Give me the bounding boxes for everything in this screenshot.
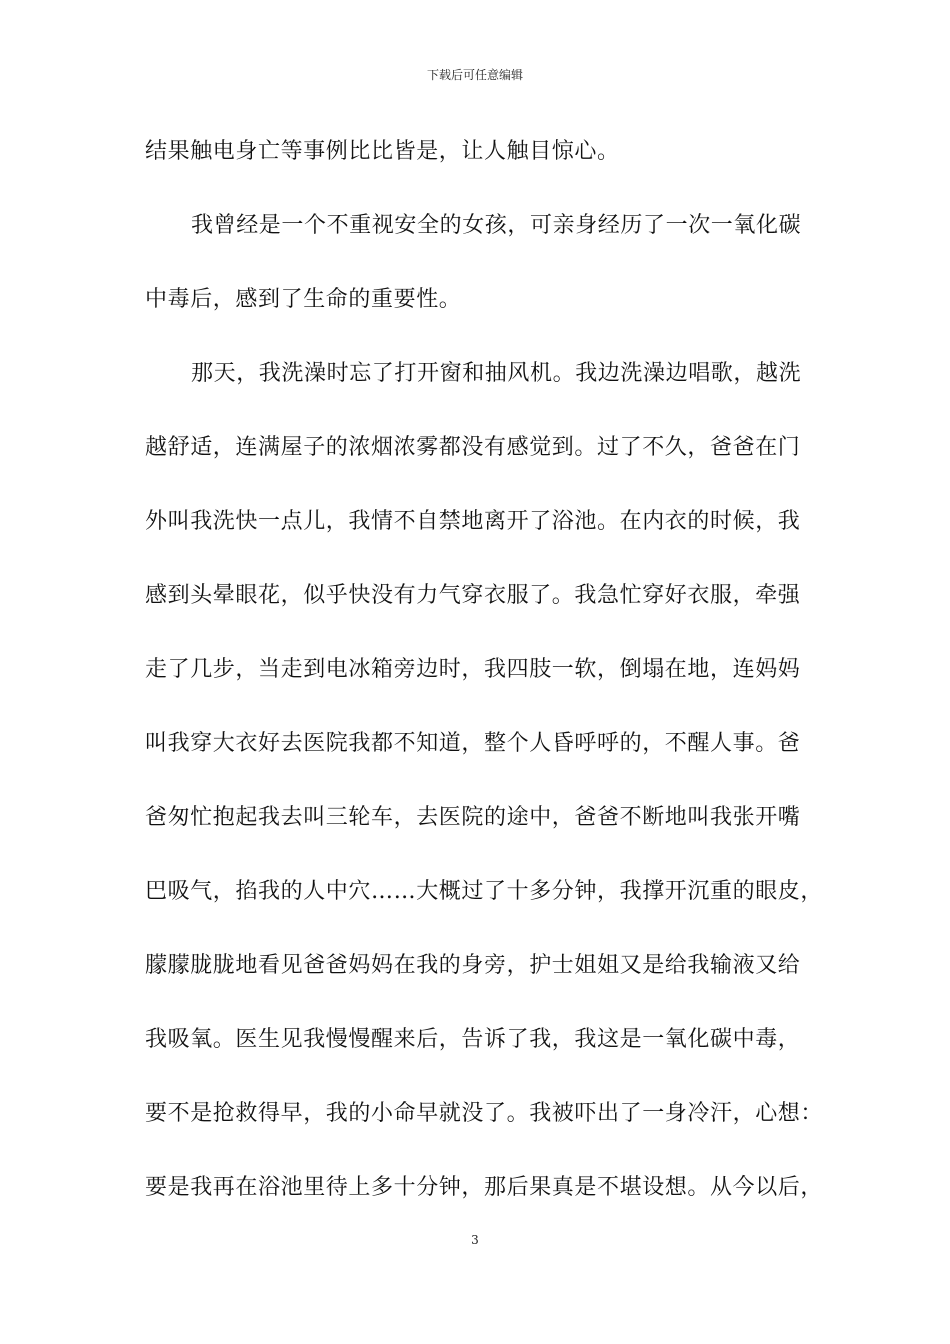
text-line: 要是我再在浴池里待上多十分钟，那后果真是不堪设想。从今以后， [145,1175,824,1200]
text-line: 走了几步，当走到电冰箱旁边时，我四肢一软，倒塌在地，连妈妈 [145,657,801,682]
text-line: 爸匆忙抱起我去叫三轮车，去医院的途中，爸爸不断地叫我张开嘴 [145,805,801,830]
text-line: 叫我穿大衣好去医院我都不知道，整个人昏呼呼的，不醒人事。爸 [145,731,801,756]
text-line: 朦朦胧胧地看见爸爸妈妈在我的身旁，护士姐姐又是给我输液又给 [145,953,801,978]
text-line: 外叫我洗快一点儿，我情不自禁地离开了浴池。在内衣的时候，我 [145,509,801,534]
text-line: 我吸氧。医生见我慢慢醒来后，告诉了我，我这是一氧化碳中毒， [145,1027,801,1052]
page-number: 3 [471,1233,479,1247]
text-line: 我曾经是一个不重视安全的女孩，可亲身经历了一次一氧化碳 [191,213,802,238]
text-line: 感到头晕眼花，似乎快没有力气穿衣服了。我急忙穿好衣服，牵强 [145,583,801,608]
text-line: 越舒适，连满屋子的浓烟浓雾都没有感觉到。过了不久，爸爸在门 [145,435,801,460]
text-line: 那天，我洗澡时忘了打开窗和抽风机。我边洗澡边唱歌，越洗 [191,361,802,386]
text-line: 结果触电身亡等事例比比皆是，让人触目惊心。 [145,139,620,164]
text-line: 巴吸气，掐我的人中穴……大概过了十多分钟，我撑开沉重的眼皮， [145,879,824,904]
page-header: 下载后可任意编辑 [426,68,523,82]
document-body [145,132,824,1242]
text-line: 中毒后，感到了生命的重要性。 [145,287,462,312]
text-line: 要不是抢救得早，我的小命早就没了。我被吓出了一身冷汗，心想： [145,1101,824,1126]
